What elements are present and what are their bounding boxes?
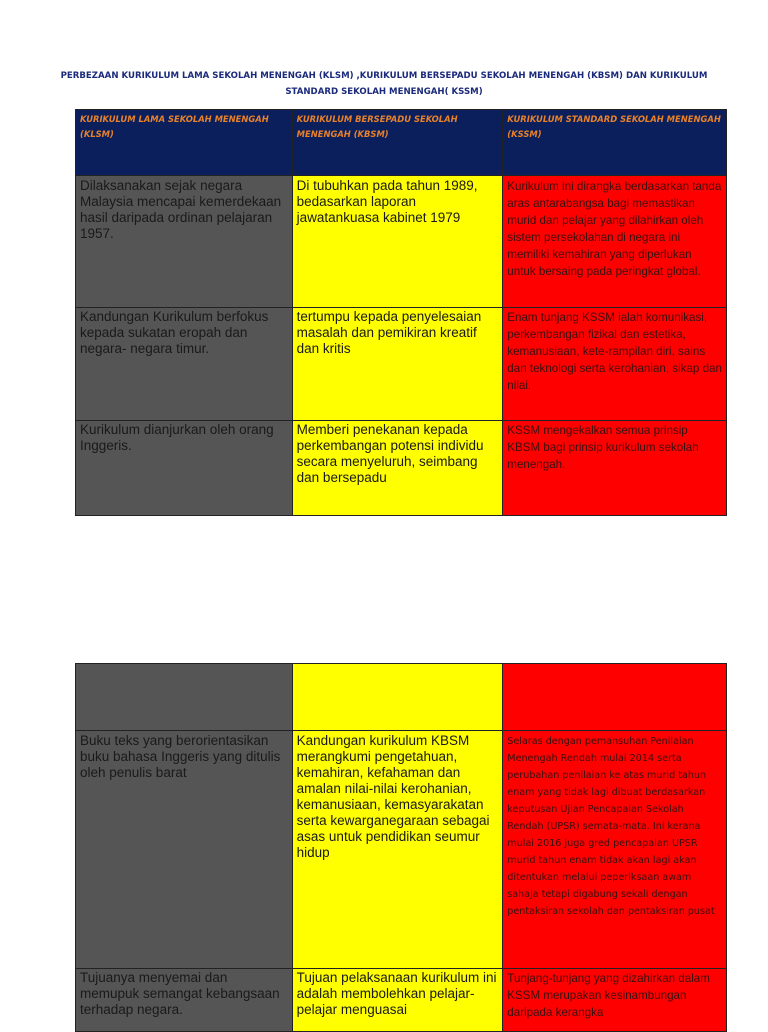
header-klsm: KURIKULUM LAMA SEKOLAH MENENGAH (KLSM) (76, 110, 293, 176)
table-row (76, 731, 727, 969)
kssm-cell: Enam tunjang KSSM ialah komunikasi, perkembangan fizikal dan estetika, kemanusiaan, kete-rampilan diri, sains dan teknologi serta kerohanian, sikap dan nilai. (503, 308, 727, 421)
klsm-cell: Kandungan Kurikulum berfokus kepada sukatan eropah dan negara- negara timur. (76, 308, 293, 421)
header-kbsm: KURIKULUM BERSEPADU SEKOLAH MENENGAH (KBSM) (292, 110, 503, 176)
table-row (76, 421, 727, 516)
comparison-table-2 (75, 663, 727, 1032)
table-row (76, 308, 727, 421)
klsm-cell (76, 664, 293, 731)
table-row (76, 969, 727, 1032)
comparison-table-1 (75, 109, 727, 516)
kbsm-cell (292, 664, 503, 731)
kssm-cell: KSSM mengekalkan semua prinsip KBSM bagi prinsip kurikulum sekolah menengah. (503, 421, 727, 516)
kbsm-cell: tertumpu kepada penyelesaian masalah dan pemikiran kreatif dan kritis (292, 308, 503, 421)
title-line-1: PERBEZAAN KURIKULUM LAMA SEKOLAH MENENGAH (KLSM) ,KURIKULUM BERSEPADU SEKOLAH MENENGAH (KBSM) DAN KURIKULUM (60, 71, 708, 81)
header-row (76, 110, 727, 176)
blank-row (76, 664, 727, 731)
klsm-cell: Dilaksanakan sejak negara Malaysia mencapai kemerdekaan hasil daripada ordinan pelajaran 1957. (76, 176, 293, 308)
kbsm-cell: Kandungan kurikulum KBSM merangkumi pengetahuan, kemahiran, kefahaman dan amalan nilai-nilai kerohanian, kemanusiaan, kemasyarakatan serta kewarganegaraan sebagai asas untuk pendidikan seumur hidup (292, 731, 503, 969)
kssm-cell: Selaras dengan pemansuhan Penilaian Menengah Rendah mulai 2014 serta perubahan penilaian ke atas murid tahun enam yang tidak lagi dibuat berdasarkan keputusan Ujian Pencapaian Sekolah Rendah (UPSR) semata-mata. Ini kerana mulai 2016 juga gred pencapaian UPSR murid tahun enam tidak akan lagi akan ditentukan melalui peperiksaan awam sahaja tetapi digabung sekali dengan pentaksiran sekolah dan pentaksiran pusat (503, 731, 727, 969)
document-title (60, 68, 708, 100)
kssm-cell: Kurikulum ini dirangka berdasarkan tanda aras antarabangsa bagi memastikan murid dan pelajar yang dilahirkan oleh sistem persekolahan di negara ini memiliki kemahiran yang diperlukan untuk bersaing pada peringkat global. (503, 176, 727, 308)
klsm-cell: Kurikulum dianjurkan oleh orang Inggeris. (76, 421, 293, 516)
kbsm-cell: Tujuan pelaksanaan kurikulum ini adalah membolehkan pelajar-pelajar menguasai (292, 969, 503, 1032)
kbsm-cell: Di tubuhkan pada tahun 1989, bedasarkan laporan jawatankuasa kabinet 1979 (292, 176, 503, 308)
title-line-2: STANDARD SEKOLAH MENENGAH( KSSM) (285, 87, 483, 97)
header-kssm: KURIKULUM STANDARD SEKOLAH MENENGAH (KSSM) (503, 110, 727, 176)
table-row (76, 176, 727, 308)
kssm-cell: Tunjang-tunjang yang dizahirkan dalam KSSM merupakan kesinambungan daripada kerangka (503, 969, 727, 1032)
klsm-cell: Tujuanya menyemai dan memupuk semangat kebangsaan terhadap negara. (76, 969, 293, 1032)
kssm-cell (503, 664, 727, 731)
kbsm-cell: Memberi penekanan kepada perkembangan potensi individu secara menyeluruh, seimbang dan bersepadu (292, 421, 503, 516)
klsm-cell: Buku teks yang berorientasikan buku bahasa Inggeris yang ditulis oleh penulis barat (76, 731, 293, 969)
